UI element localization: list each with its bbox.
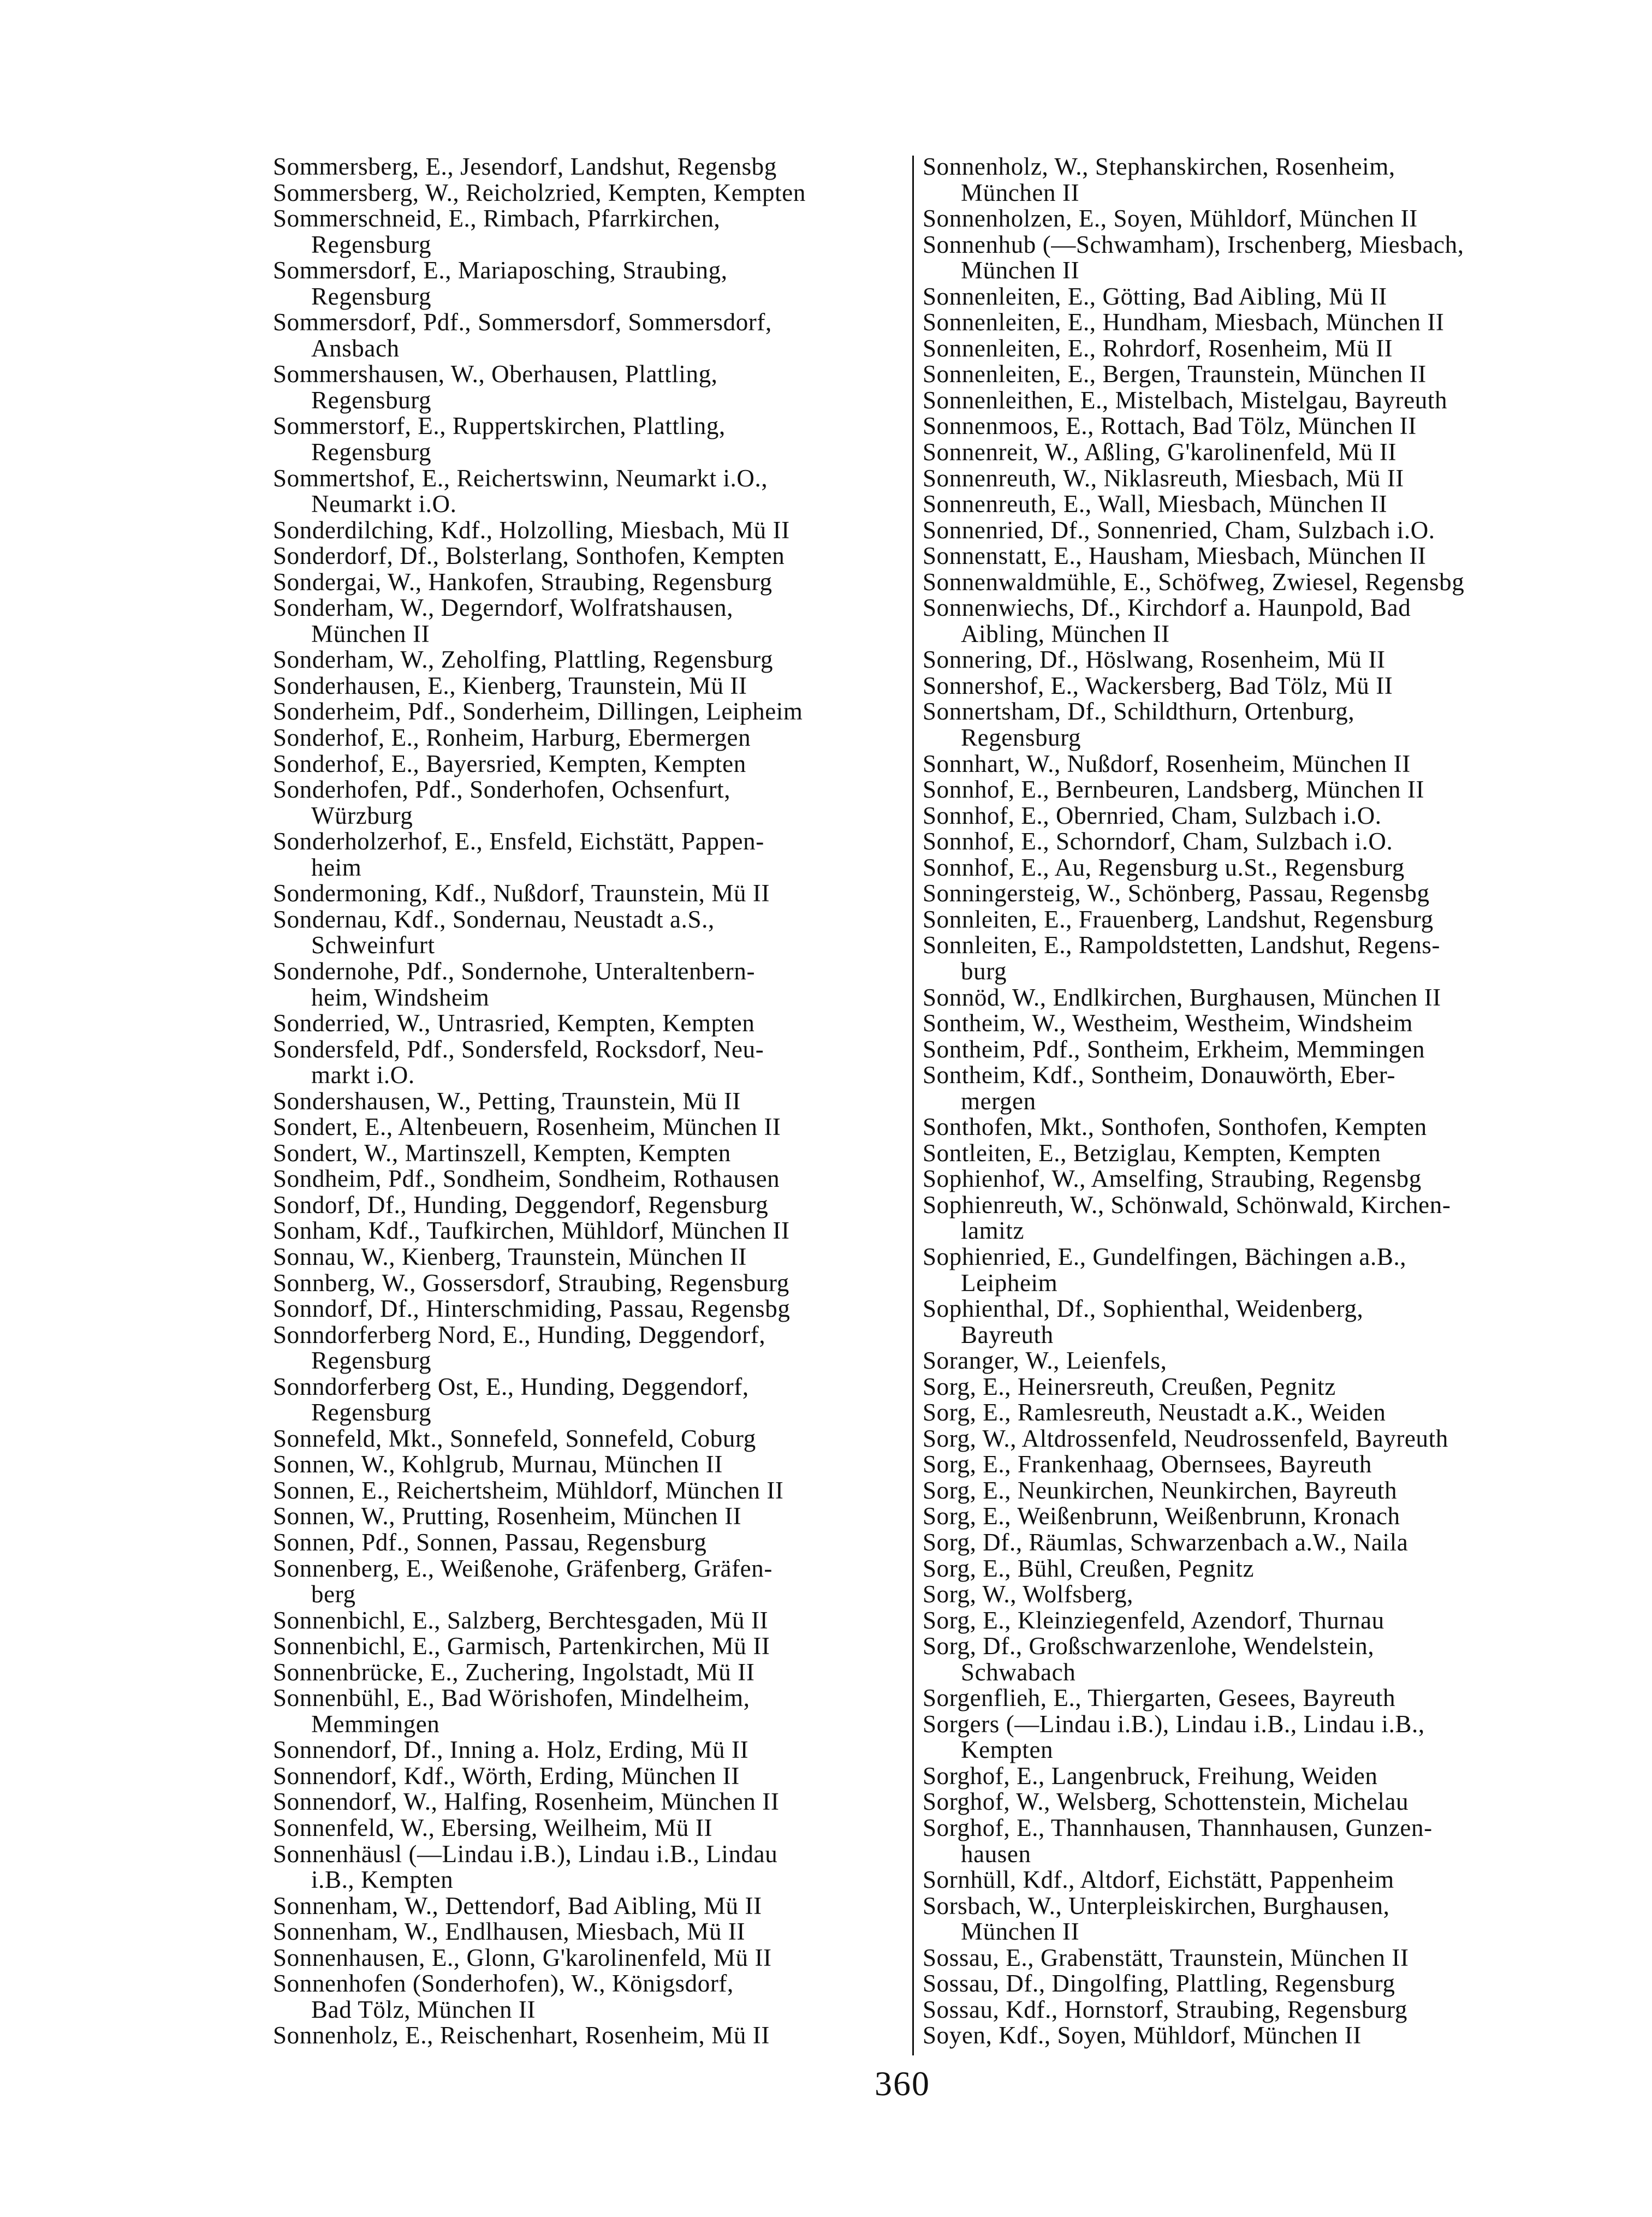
entry-line: Sommersdorf, E., Mariaposching, Straubing, (273, 257, 728, 284)
entry-line: Sondheim, Pdf., Sondheim, Sondheim, Rothausen (273, 1165, 780, 1193)
gazetteer-entry (273, 154, 901, 180)
gazetteer-entry (273, 1037, 901, 1089)
entry-line: Sonnenreuth, W., Niklasreuth, Miesbach, Mü II (923, 464, 1404, 492)
entry-continuation-line: Regensburg (311, 386, 432, 414)
entry-continuation-line: Aibling, München II (961, 620, 1170, 647)
gazetteer-entry (923, 232, 1550, 284)
entry-line: Sonnenreit, W., Aßling, G'karolinenfeld, Mü II (923, 438, 1397, 466)
entry-line: Sonnenfeld, W., Ebersing, Weilheim, Mü II (273, 1814, 713, 1841)
entry-line: Sonnenham, W., Endlhausen, Miesbach, Mü II (273, 1918, 746, 1946)
entry-line: Sommersberg, W., Reicholzried, Kempten, Kempten (273, 179, 806, 206)
entry-line: Sossau, E., Grabenstätt, Traunstein, München II (923, 1943, 1409, 1971)
entry-line: Sonderholzerhof, E., Ensfeld, Eichstätt, Pappen- (273, 828, 764, 855)
entry-line: Sonnershof, E., Wackersberg, Bad Tölz, Mü II (923, 671, 1393, 699)
gazetteer-entry (923, 413, 1550, 439)
entry-line: Sonnen, W., Kohlgrub, Murnau, München II (273, 1451, 723, 1478)
entry-line: Soyen, Kdf., Soyen, Mühldorf, München II (923, 2022, 1362, 2049)
entry-line: Sonderham, W., Zeholfing, Plattling, Regensburg (273, 646, 774, 674)
entry-line: Sorg, Df., Räumlas, Schwarzenbach a.W., Naila (923, 1528, 1409, 1556)
entry-line: Sonnering, Df., Höslwang, Rosenheim, Mü II (923, 646, 1386, 674)
entry-continuation-line: Regensburg (311, 230, 432, 258)
entry-line: Sontheim, Kdf., Sontheim, Donauwörth, Eber- (923, 1061, 1396, 1089)
gazetteer-entry (273, 1452, 901, 1478)
entry-line: Sorghof, E., Langenbruck, Freihung, Weiden (923, 1762, 1378, 1790)
entry-continuation-line: heim (311, 853, 362, 881)
entry-line: Soranger, W., Leienfels, (923, 1347, 1167, 1375)
entry-line: Sommersberg, E., Jesendorf, Landshut, Regensbg (273, 153, 777, 180)
gazetteer-entry (923, 1478, 1550, 1504)
entry-line: Sonnenstatt, E., Hausham, Miesbach, München II (923, 542, 1427, 570)
gazetteer-entry (273, 180, 901, 206)
entry-line: Sorg, E., Ramlesreuth, Neustadt a.K., Weiden (923, 1399, 1386, 1427)
entry-continuation-line: heim, Windsheim (311, 983, 490, 1011)
gazetteer-entry (273, 1608, 901, 1634)
gazetteer-entry (273, 310, 901, 361)
entry-line: Sonnenleiten, E., Rohrdorf, Rosenheim, Mü II (923, 334, 1393, 362)
entry-continuation-line: München II (961, 1918, 1080, 1946)
entry-line: Sonnleiten, E., Rampoldstetten, Landshut, Regens- (923, 931, 1441, 959)
entry-line: Sondert, W., Martinszell, Kempten, Kempten (273, 1139, 731, 1167)
gazetteer-entry (923, 881, 1550, 907)
gazetteer-entry (273, 959, 901, 1011)
entry-line: Sonnhof, E., Bernbeuren, Landsberg, München II (923, 776, 1425, 804)
entry-continuation-line: Ansbach (311, 334, 400, 362)
gazetteer-entry (923, 1608, 1550, 1634)
entry-line: Sonthofen, Mkt., Sonthofen, Sonthofen, Kempten (923, 1113, 1427, 1141)
entry-continuation-line: Schwabach (961, 1658, 1076, 1686)
gazetteer-entry (923, 1503, 1550, 1530)
entry-line: Sophienthal, Df., Sophienthal, Weidenberg, (923, 1295, 1364, 1323)
entry-line: Sorgenflieh, E., Thiergarten, Gesees, Bayreuth (923, 1684, 1396, 1712)
entry-line: Sonnhof, E., Au, Regensburg u.St., Regensburg (923, 853, 1405, 881)
gazetteer-entry (923, 1400, 1550, 1426)
gazetteer-entry (273, 466, 901, 518)
gazetteer-entry (273, 1737, 901, 1763)
entry-line: Sommerstorf, E., Ruppertskirchen, Plattling, (273, 412, 726, 440)
entry-line: Sonnenwiechs, Df., Kirchdorf a. Haunpold, Bad (923, 594, 1411, 622)
entry-line: Sonndorf, Df., Hinterschmiding, Passau, Regensbg (273, 1295, 791, 1323)
gazetteer-entry (923, 673, 1550, 699)
gazetteer-entry (923, 1971, 1550, 1997)
gazetteer-entry (273, 881, 901, 907)
entry-line: Sorg, W., Wolfsberg, (923, 1580, 1133, 1608)
entry-line: Sonderhausen, E., Kienberg, Traunstein, Mü II (273, 671, 747, 699)
entry-line: Sommertshof, E., Reichertswinn, Neumarkt i.O., (273, 464, 768, 492)
entry-line: Sonnenberg, E., Weißenohe, Gräfenberg, Gräfen- (273, 1554, 772, 1582)
entry-line: Sondert, E., Altenbeuern, Rosenheim, München II (273, 1113, 781, 1141)
gazetteer-entry (923, 1711, 1550, 1763)
gazetteer-entry (273, 1192, 901, 1219)
entry-line: Sornhüll, Kdf., Altdorf, Eichstätt, Pappenheim (923, 1866, 1394, 1894)
gazetteer-entry (923, 1556, 1550, 1582)
gazetteer-entry (273, 1815, 901, 1841)
entry-continuation-line: Bayreuth (961, 1321, 1054, 1348)
gazetteer-entry (273, 725, 901, 751)
entry-line: Sonnenhausen, E., Glonn, G'karolinenfeld, Mü II (273, 1943, 772, 1971)
gazetteer-entry (923, 154, 1550, 206)
gazetteer-entry (273, 699, 901, 725)
gazetteer-entry (273, 1945, 901, 1971)
gazetteer-entry (273, 2023, 901, 2049)
entry-line: Sontleiten, E., Betziglau, Kempten, Kempten (923, 1139, 1381, 1167)
gazetteer-entry (273, 1633, 901, 1660)
entry-line: Sommersdorf, Pdf., Sommersdorf, Sommersdorf, (273, 308, 772, 336)
entry-continuation-line: Neumarkt i.O. (311, 490, 457, 518)
gazetteer-entry (273, 413, 901, 465)
entry-continuation-line: Regensburg (961, 724, 1081, 752)
gazetteer-entry (923, 1348, 1550, 1374)
gazetteer-entry (923, 932, 1550, 984)
entry-continuation-line: Bad Tölz, München II (311, 1995, 536, 2023)
gazetteer-entry (273, 1841, 901, 1893)
gazetteer-entry (273, 1166, 901, 1192)
entry-line: Sondernau, Kdf., Sondernau, Neustadt a.S., (273, 905, 715, 933)
gazetteer-entry (273, 1114, 901, 1140)
gazetteer-entry (923, 1140, 1550, 1167)
entry-continuation-line: Regensburg (311, 1347, 432, 1375)
entry-line: Sonnen, W., Prutting, Rosenheim, München II (273, 1502, 742, 1530)
entry-continuation-line: München II (311, 620, 430, 647)
gazetteer-entry (273, 1270, 901, 1297)
entry-continuation-line: Leipheim (961, 1269, 1058, 1297)
entry-line: Sonnendorf, Kdf., Wörth, Erding, München II (273, 1762, 740, 1790)
gazetteer-entry (273, 647, 901, 673)
entry-line: Sondermoning, Kdf., Nußdorf, Traunstein, Mü II (273, 879, 770, 907)
entry-line: Sonnendorf, Df., Inning a. Holz, Erding, Mü II (273, 1736, 749, 1764)
gazetteer-entry (923, 1530, 1550, 1556)
entry-line: Sorg, W., Altdrossenfeld, Neudrossenfeld, Bayreuth (923, 1424, 1448, 1452)
gazetteer-entry (923, 1166, 1550, 1192)
entry-line: Sonnenreuth, E., Wall, Miesbach, München II (923, 490, 1388, 518)
entry-line: Sophienreuth, W., Schönwald, Schönwald, Kirchen- (923, 1191, 1451, 1219)
entry-line: Sorghof, W., Welsberg, Schottenstein, Michelau (923, 1788, 1409, 1816)
entry-line: Sonnen, E., Reichertsheim, Mühldorf, München II (273, 1476, 784, 1504)
gazetteer-entry (273, 1296, 901, 1322)
gazetteer-entry (273, 1893, 901, 1919)
entry-line: Sonnenbichl, E., Salzberg, Berchtesgaden, Mü II (273, 1606, 769, 1634)
entry-line: Sonnenleiten, E., Hundham, Miesbach, München II (923, 308, 1445, 336)
gazetteer-entry (273, 1685, 901, 1737)
entry-continuation-line: hausen (961, 1840, 1031, 1868)
page-number-container (0, 2064, 1652, 2104)
entry-line: Sonnenham, W., Dettendorf, Bad Aibling, Mü II (273, 1892, 762, 1919)
entry-continuation-line: München II (961, 179, 1080, 206)
gazetteer-entry (923, 569, 1550, 596)
gazetteer-entry (923, 466, 1550, 492)
gazetteer-entry (923, 336, 1550, 362)
entry-continuation-line: Regensburg (311, 282, 432, 310)
entry-line: Sonnenhofen (Sonderhofen), W., Königsdorf, (273, 1970, 734, 1998)
gazetteer-entry (273, 1089, 901, 1115)
gazetteer-entry (923, 1582, 1550, 1608)
entry-line: Sonnenleithen, E., Mistelbach, Mistelgau, Bayreuth (923, 386, 1448, 414)
gazetteer-entry (923, 518, 1550, 544)
gazetteer-entry (273, 907, 901, 959)
gazetteer-entry (273, 595, 901, 647)
gazetteer-entry (273, 1478, 901, 1504)
entry-line: Sonnenleiten, E., Bergen, Traunstein, München II (923, 360, 1427, 388)
entry-line: Sonnau, W., Kienberg, Traunstein, München II (273, 1243, 747, 1270)
gazetteer-entry (923, 361, 1550, 388)
gazetteer-entry (923, 1296, 1550, 1348)
entry-line: Sonnenbühl, E., Bad Wörishofen, Mindelheim, (273, 1684, 750, 1712)
gazetteer-entry (923, 907, 1550, 933)
entry-line: Sonnenhub (—Schwamham), Irschenberg, Miesbach, (923, 230, 1464, 258)
gazetteer-entry (923, 1945, 1550, 1971)
gazetteer-entry (923, 803, 1550, 829)
entry-continuation-line: Kempten (961, 1736, 1054, 1764)
gazetteer-entry (923, 1763, 1550, 1790)
entry-line: Sonnertsham, Df., Schildthurn, Ortenburg, (923, 698, 1355, 726)
entry-line: Sondersfeld, Pdf., Sondersfeld, Rocksdorf, Neu- (273, 1035, 764, 1063)
gazetteer-entry (273, 1426, 901, 1452)
entry-line: Sonnenried, Df., Sonnenried, Cham, Sulzbach i.O. (923, 516, 1435, 544)
entry-continuation-line: lamitz (961, 1217, 1025, 1245)
gazetteer-entry (923, 595, 1550, 647)
gazetteer-entry (923, 855, 1550, 881)
page-number: 360 (875, 2064, 930, 2103)
entry-line: Sorg, E., Neunkirchen, Neunkirchen, Bayreuth (923, 1476, 1398, 1504)
entry-line: Sonningersteig, W., Schönberg, Passau, Regensbg (923, 879, 1430, 907)
entry-continuation-line: Regensburg (311, 438, 432, 466)
entry-line: Sommershausen, W., Oberhausen, Plattling, (273, 360, 718, 388)
entry-continuation-line: i.B., Kempten (311, 1866, 454, 1894)
gazetteer-entry (273, 1218, 901, 1244)
gazetteer-entry (923, 1244, 1550, 1296)
entry-line: Sorg, E., Frankenhaag, Obernsees, Bayreuth (923, 1451, 1372, 1478)
gazetteer-entry (923, 1815, 1550, 1867)
gazetteer-entry (273, 1660, 901, 1686)
gazetteer-entry (273, 1244, 901, 1270)
entry-line: Sossau, Kdf., Hornstorf, Straubing, Regensburg (923, 1995, 1407, 2023)
entry-continuation-line: München II (961, 257, 1080, 284)
entry-line: Sondergai, W., Hankofen, Straubing, Regensburg (273, 568, 772, 596)
gazetteer-entry (273, 258, 901, 310)
gazetteer-entry (923, 751, 1550, 777)
entry-continuation-line: Schweinfurt (311, 931, 435, 959)
gazetteer-entry (923, 1037, 1550, 1063)
gazetteer-entry (923, 647, 1550, 673)
entry-line: Sonnenmoos, E., Rottach, Bad Tölz, München II (923, 412, 1417, 440)
entry-line: Sorg, Df., Großschwarzenlohe, Wendelstein, (923, 1632, 1375, 1660)
entry-line: Sonnenhäusl (—Lindau i.B.), Lindau i.B., Lindau (273, 1840, 778, 1868)
gazetteer-entry (923, 699, 1550, 751)
entry-line: Sonderhof, E., Bayersried, Kempten, Kempten (273, 750, 746, 777)
entry-continuation-line: Memmingen (311, 1710, 440, 1738)
gazetteer-entry (273, 1530, 901, 1556)
gazetteer-entry (923, 1192, 1550, 1244)
entry-line: Sonderdorf, Df., Bolsterlang, Sonthofen, Kempten (273, 542, 785, 570)
entry-line: Sonderhofen, Pdf., Sonderhofen, Ochsenfurt, (273, 776, 731, 804)
gazetteer-entry (923, 1997, 1550, 2023)
entry-line: Sorg, E., Heinersreuth, Creußen, Pegnitz (923, 1372, 1336, 1400)
entry-line: Sonnen, Pdf., Sonnen, Passau, Regensburg (273, 1528, 707, 1556)
gazetteer-entry (923, 284, 1550, 310)
gazetteer-entry (273, 1971, 901, 2023)
gazetteer-entry (923, 1633, 1550, 1685)
column-divider (912, 156, 914, 2055)
gazetteer-entry (273, 1503, 901, 1530)
gazetteer-entry (923, 1062, 1550, 1114)
entry-line: Sonnhart, W., Nußdorf, Rosenheim, München II (923, 750, 1411, 777)
gazetteer-entry (273, 1556, 901, 1608)
gazetteer-entry (923, 2023, 1550, 2049)
gazetteer-entry (273, 1789, 901, 1815)
entry-continuation-line: markt i.O. (311, 1061, 415, 1089)
gazetteer-entry (923, 985, 1550, 1011)
entry-line: Sonnenholzen, E., Soyen, Mühldorf, München II (923, 205, 1418, 233)
entry-line: Sondernohe, Pdf., Sondernohe, Unteraltenbern- (273, 957, 756, 985)
entry-line: Sorsbach, W., Unterpleiskirchen, Burghausen, (923, 1892, 1390, 1919)
entry-line: Sonderdilching, Kdf., Holzolling, Miesbach, Mü II (273, 516, 790, 544)
gazetteer-entry (273, 543, 901, 569)
gazetteer-entry (923, 1685, 1550, 1711)
gazetteer-entry (923, 1893, 1550, 1945)
gazetteer-entry (923, 310, 1550, 336)
entry-line: Sorg, E., Bühl, Creußen, Pegnitz (923, 1554, 1255, 1582)
entry-line: Sondorf, Df., Hunding, Deggendorf, Regensburg (273, 1191, 769, 1219)
entry-line: Sonndorferberg Ost, E., Hunding, Deggendorf, (273, 1372, 749, 1400)
right-column (923, 154, 1550, 2049)
entry-line: Sonnberg, W., Gossersdorf, Straubing, Regensburg (273, 1269, 789, 1297)
gazetteer-entry (273, 1374, 901, 1426)
entry-line: Sorg, E., Kleinziegenfeld, Azendorf, Thurnau (923, 1606, 1384, 1634)
entry-continuation-line: Würzburg (311, 801, 413, 829)
gazetteer-entry (273, 751, 901, 777)
entry-line: Sonderhof, E., Ronheim, Harburg, Ebermergen (273, 724, 751, 752)
gazetteer-entry (923, 829, 1550, 855)
gazetteer-entry (923, 206, 1550, 232)
gazetteer-entry (273, 518, 901, 544)
entry-line: Sonnleiten, E., Frauenberg, Landshut, Regensburg (923, 905, 1434, 933)
gazetteer-entry (273, 206, 901, 258)
gazetteer-entry (923, 777, 1550, 803)
gazetteer-entry (923, 491, 1550, 518)
entry-line: Sonnefeld, Mkt., Sonnefeld, Sonnefeld, Coburg (273, 1424, 756, 1452)
entry-line: Sonderried, W., Untrasried, Kempten, Kempten (273, 1009, 755, 1037)
gazetteer-entry (923, 543, 1550, 569)
entry-line: Sonnhof, E., Obernried, Cham, Sulzbach i.O. (923, 801, 1382, 829)
entry-continuation-line: mergen (961, 1087, 1036, 1115)
entry-line: Sonnenholz, E., Reischenhart, Rosenheim, Mü II (273, 2022, 770, 2049)
gazetteer-entry (273, 1322, 901, 1374)
entry-line: Sonnenwaldmühle, E., Schöfweg, Zwiesel, Regensbg (923, 568, 1465, 596)
gazetteer-entry (923, 1452, 1550, 1478)
gazetteer-entry (273, 1919, 901, 1945)
entry-line: Sonnendorf, W., Halfing, Rosenheim, München II (273, 1788, 780, 1816)
entry-line: Sondershausen, W., Petting, Traunstein, Mü II (273, 1087, 741, 1115)
entry-line: Sonndorferberg Nord, E., Hunding, Deggendorf, (273, 1321, 766, 1348)
gazetteer-entry (273, 1140, 901, 1167)
entry-line: Sorghof, E., Thannhausen, Thannhausen, Gunzen- (923, 1814, 1433, 1841)
gazetteer-entry (923, 1426, 1550, 1452)
gazetteer-entry (273, 829, 901, 881)
entry-line: Sophienhof, W., Amselfing, Straubing, Regensbg (923, 1165, 1422, 1193)
gazetteer-entry (923, 1374, 1550, 1400)
gazetteer-entry (273, 777, 901, 829)
entry-continuation-line: berg (311, 1580, 356, 1608)
entry-line: Sontheim, W., Westheim, Westheim, Windsheim (923, 1009, 1413, 1037)
entry-line: Sonderheim, Pdf., Sonderheim, Dillingen, Leipheim (273, 698, 803, 726)
gazetteer-entry (923, 1114, 1550, 1140)
entry-line: Sonnhof, E., Schorndorf, Cham, Sulzbach i.O. (923, 828, 1393, 855)
entry-line: Sonnöd, W., Endlkirchen, Burghausen, München II (923, 983, 1441, 1011)
gazetteer-entry (923, 439, 1550, 466)
entry-line: Sonham, Kdf., Taufkirchen, Mühldorf, München II (273, 1217, 790, 1245)
gazetteer-entry (923, 388, 1550, 414)
entry-line: Sonderham, W., Degerndorf, Wolfratshausen, (273, 594, 734, 622)
gazetteer-entry (923, 1011, 1550, 1037)
entry-line: Sorgers (—Lindau i.B.), Lindau i.B., Lindau i.B., (923, 1710, 1425, 1738)
gazetteer-entry (923, 1789, 1550, 1815)
gazetteer-entry (273, 1011, 901, 1037)
gazetteer-entry (273, 673, 901, 699)
entry-line: Sonnenbrücke, E., Zuchering, Ingolstadt, Mü II (273, 1658, 755, 1686)
gazetteer-entry (923, 1867, 1550, 1893)
entry-line: Sontheim, Pdf., Sontheim, Erkheim, Memmingen (923, 1035, 1425, 1063)
entry-line: Sossau, Df., Dingolfing, Plattling, Regensburg (923, 1970, 1395, 1998)
entry-line: Sonnenholz, W., Stephanskirchen, Rosenheim, (923, 153, 1395, 180)
entry-line: Sonnenleiten, E., Götting, Bad Aibling, Mü II (923, 282, 1387, 310)
entry-line: Sommerschneid, E., Rimbach, Pfarrkirchen, (273, 205, 721, 233)
gazetteer-entry (273, 569, 901, 596)
entry-line: Sonnenbichl, E., Garmisch, Partenkirchen, Mü II (273, 1632, 770, 1660)
entry-continuation-line: burg (961, 957, 1007, 985)
entry-continuation-line: Regensburg (311, 1399, 432, 1427)
entry-line: Sophienried, E., Gundelfingen, Bächingen a.B., (923, 1243, 1407, 1270)
entry-line: Sorg, E., Weißenbrunn, Weißenbrunn, Kronach (923, 1502, 1400, 1530)
gazetteer-entry (273, 361, 901, 413)
left-column (273, 154, 901, 2049)
gazetteer-entry (273, 1763, 901, 1790)
